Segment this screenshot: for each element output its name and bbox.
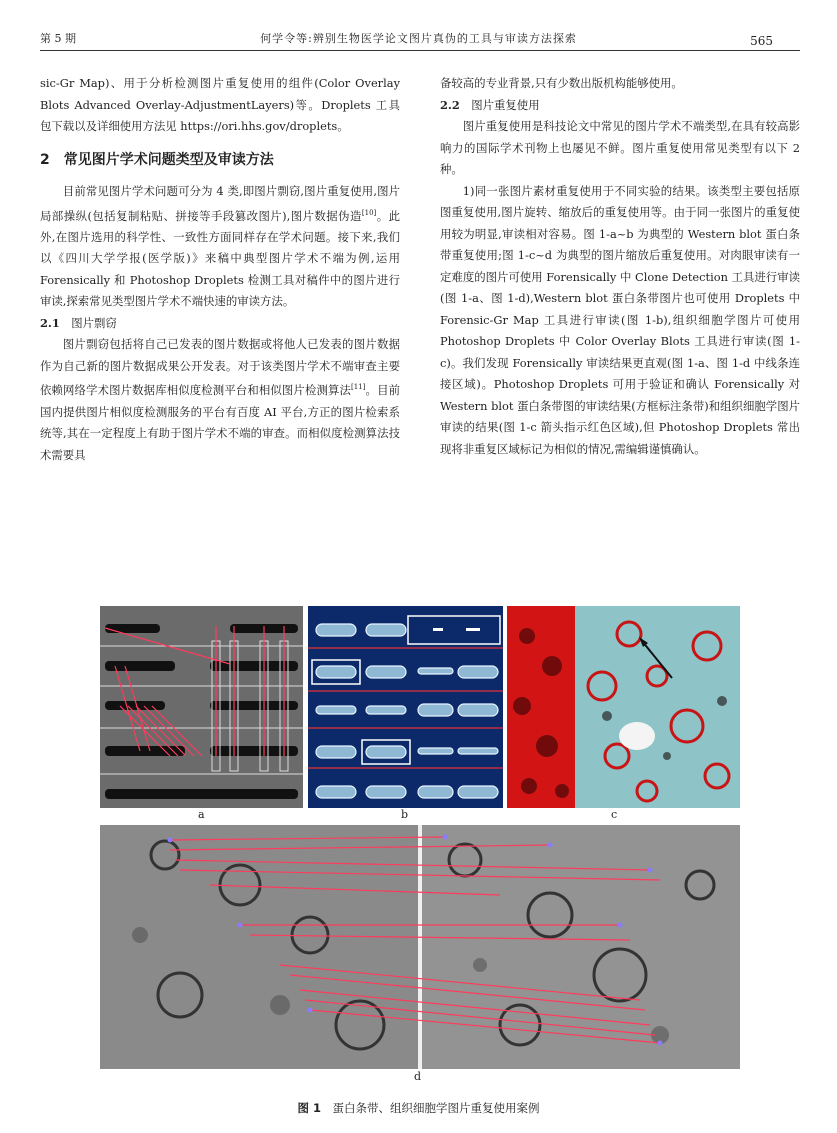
panel-label-a: a — [198, 808, 205, 821]
running-head-issue: 第 5 期 — [40, 32, 76, 45]
text-span: 图片剽窃包括将自己已发表的图片数据或将他人已发表的图片数据作为自己新的图片数据成果公开发表。对于该类图片学术不端审查主要依赖网络学术图片数据库相似度检测平台和相似图片检测算法 — [40, 337, 400, 398]
subsection-title: 图片重复使用 — [471, 97, 540, 112]
subsection-heading — [40, 313, 400, 335]
paragraph: 备较高的专业背景,只有少数出版机构能够使用。 — [440, 76, 683, 90]
page-number: 565 — [750, 34, 773, 48]
left-column — [40, 73, 400, 466]
text-span: 。目前国内提供图片相似度检测服务的平台有百度 AI 平台,方正的图片检索系统等,其在一定程度上有助于图片学术不端的审查。而相似度检测算法技术需要具 — [40, 383, 400, 462]
panel-label-b: b — [401, 808, 409, 821]
tissue-clone-image — [100, 825, 740, 1069]
panel-label-c: c — [611, 808, 618, 821]
citation-ref: [10] — [361, 208, 377, 217]
subsection-number: 2.1 — [40, 315, 60, 330]
paragraph — [40, 334, 400, 466]
figure-caption — [0, 1100, 837, 1116]
paragraph: sic-Gr Map)、用于分析检测图片重复使用的组件(Color Overlay Blots Advanced Overlay-AdjustmentLayers)等。Droplets 工具包下载以及详细使用方法见 https://ori.hhs.gov/droplets。 — [40, 76, 400, 133]
right-column — [440, 73, 800, 460]
subsection-title: 图片剽窃 — [71, 315, 117, 330]
figure-panel-c — [507, 606, 740, 808]
color-overlay-image — [507, 606, 740, 808]
figure-panel-d — [100, 825, 740, 1069]
running-head-title: 何学令等:辨别生物医学论文图片真伪的工具与审读方法探索 — [260, 32, 577, 45]
figure-panel-a — [100, 606, 303, 808]
subsection-number: 2.2 — [440, 97, 460, 112]
citation-ref: [11] — [351, 383, 366, 392]
header-rule — [40, 50, 800, 51]
section-heading: 2 常见图片学术问题类型及审读方法 — [40, 151, 274, 168]
paragraph: 1)同一张图片素材重复使用于不同实验的结果。该类型主要包括原图重复使用,图片旋转、缩放后的重复使用等。由于同一张图片的重复使用较为明显,审读相对容易。图 1-a~b 为典型的 Western blot 蛋白条带重复使用;图 1-c~d 为典型的图片缩放后重复使用。对肉眼审读有一定难度的图片可使用 Forensically 中 Clone Detection 工具进行审读(图 1-a、图 1-d),Western blot 蛋白条带图片也可使用 Droplets 中 Forensic-Gr Map 工具进行审读(图 1-b),组织细胞学图片可使用 Photoshop Droplets 中 Color Overlay Blots 工具进行审读(图 1-c)。我们发现 Forensically 审读结果更直观(图 1-a、图 1-d 中线条连接区域)。Photoshop Droplets 可用于验证和确认 Forensically 对 Western blot 蛋白条带图的审读结果(方框标注条带)和组织细胞学图片审读的结果(图 1-c 箭头指示红色区域),但 Photoshop Droplets 常出现将非重复区域标记为相似的情况,需编辑谨慎确认。 — [440, 183, 800, 456]
text-span: 。此外,在图片选用的科学性、一致性方面同样存在学术问题。接下来,我们以《四川大学学报(医学版)》来稿中典型图片学术不端为例,运用 Forensically 和 Photoshop Droplets 检测工具对稿件中的图片进行审读,探索常见类型图片学术不端快速的审读方法。 — [40, 208, 400, 309]
paragraph — [40, 181, 400, 313]
caption-text: 蛋白条带、组织细胞学图片重复使用案例 — [332, 1101, 540, 1115]
droplet-gradient-image — [308, 606, 503, 808]
blot-clone-image — [100, 606, 303, 808]
subsection-heading — [440, 95, 800, 117]
figure-panel-b — [308, 606, 503, 808]
text-span: 目前常见图片学术问题可分为 4 类,即图片剽窃,图片重复使用,图片局部操纵(包括复制粘贴、拼接等手段篡改图片),图片数据伪造 — [40, 184, 400, 223]
paragraph: 图片重复使用是科技论文中常见的图片学术不端类型,在具有较高影响力的国际学术刊物上也屡见不鲜。图片重复使用常见类型有以下 2 种。 — [440, 119, 800, 176]
panel-label-d: d — [414, 1070, 422, 1083]
caption-number: 图 1 — [297, 1101, 321, 1115]
